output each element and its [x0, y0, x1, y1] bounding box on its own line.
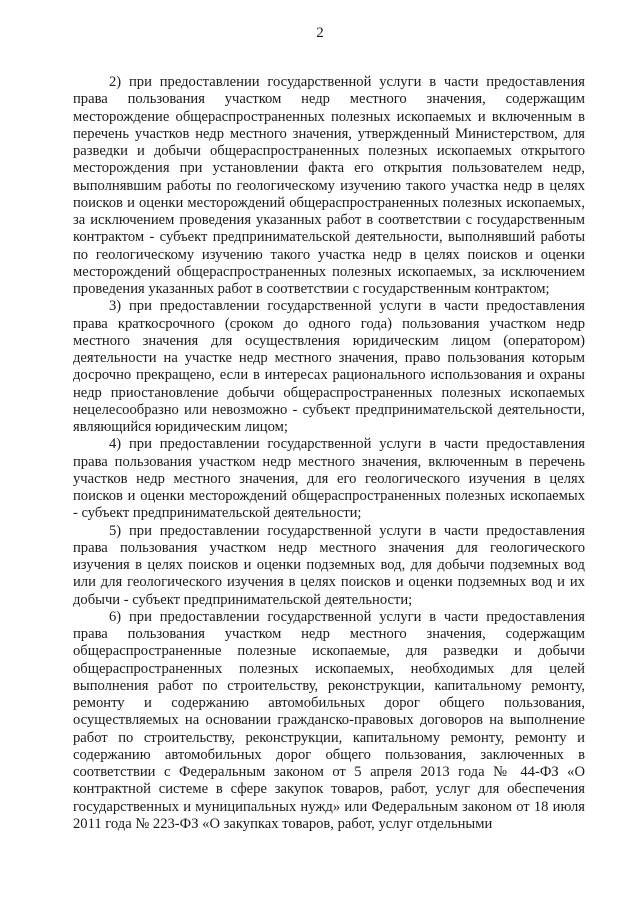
page-number: 2	[316, 25, 324, 41]
paragraph-item-5: 5) при предоставлении государственной услуги в части предоставления права пользования участком недр местного значения для геологического изучения в целях поисков и оценки подземных вод, для добычи подземных вод или для геологического изучения в целях поисков и оценки подземных вод и их добычи - субъект предпринимательской деятельности;	[73, 522, 585, 608]
paragraph-item-3: 3) при предоставлении государственной услуги в части предоставления права краткосрочного (сроком до одного года) пользования участком недр местного значения для осуществления юридическим лицом (оператором) деятельности на участке недр местного значения, право пользования которым досрочно прекращено, если в интересах рационального использования и охраны недр приостановление добычи общераспространенных полезных ископаемых нецелесообразно или невозможно - субъект предпринимательской деятельности, являющийся юридическим лицом;	[73, 298, 585, 435]
document-body	[73, 74, 585, 833]
paragraph-item-2: 2) при предоставлении государственной услуги в части предоставления права пользования участком недр местного значения, содержащим месторождение общераспространенных полезных ископаемых и включенным в перечень участков недр местного значения, утвержденный Министерством, для разведки и добычи общераспространенных полезных ископаемых открытого месторождения при установлении факта его открытия пользователем недр, выполнявшим работы по геологическому изучению такого участка недр в целях поисков и оценки месторождений общераспространенных полезных ископаемых, за исключением проведения указанных работ в соответствии с государственным контрактом - субъект предпринимательской деятельности, выполнявший работы по геологическому изучению такого участка недр в целях поисков и оценки месторождений общераспространенных полезных ископаемых, за исключением проведения указанных работ в соответствии с государственным контрактом;	[73, 74, 585, 297]
paragraph-item-6: 6) при предоставлении государственной услуги в части предоставления права пользования участком недр местного значения, содержащим общераспространенные полезные ископаемые, для разведки и добычи общераспространенных полезных ископаемых, необходимых для целей выполнения работ по строительству, реконструкции, капитальному ремонту, ремонту и содержанию автомобильных дорог общего пользования, осуществляемых на основании гражданско-правовых договоров на выполнение работ по строительству, реконструкции, капитальному ремонту, ремонту и содержанию автомобильных дорог общего пользования, заключенных в соответствии с Федеральным законом от 5 апреля 2013 года № 44-ФЗ «О контрактной системе в сфере закупок товаров, работ, услуг для обеспечения государственных и муниципальных нужд» или Федеральным законом от 18 июля 2011 года № 223-ФЗ «О закупках товаров, работ, услуг отдельными	[73, 608, 585, 832]
paragraph-item-4: 4) при предоставлении государственной услуги в части предоставления права пользования участком недр местного значения, включенным в перечень участков недр местного значения, для его геологического изучения в целях поисков и оценки месторождений общераспространенных полезных ископаемых - субъект предпринимательской деятельности;	[73, 436, 585, 522]
